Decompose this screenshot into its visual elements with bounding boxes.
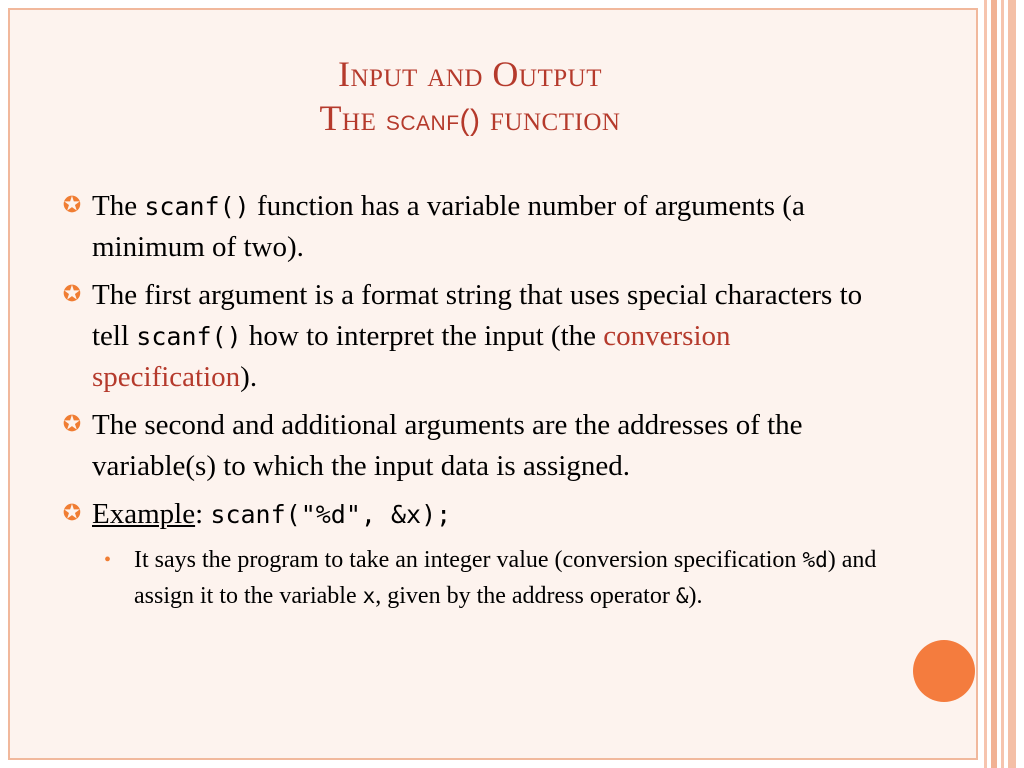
highlight-term: conversion specification <box>92 320 731 393</box>
bullet-marker-icon: ✪ <box>62 281 82 306</box>
title-line-1: Input and Output <box>338 54 602 94</box>
bullet-marker-icon: ✪ <box>62 192 82 217</box>
inline-code: x <box>362 584 376 608</box>
bullet-list <box>62 186 882 614</box>
slide-title <box>60 52 880 143</box>
inline-code: scanf() <box>144 192 250 221</box>
bullet-item: ✪ The scanf() function has a variable number of arguments (a minimum of two). <box>62 190 805 263</box>
inline-code: scanf() <box>136 322 242 351</box>
decor-circle <box>913 640 975 702</box>
bullet-item: ✪ The second and additional arguments are the addresses of the variable(s) to which the input data is assigned. <box>62 409 803 482</box>
decor-stripe <box>1008 0 1016 768</box>
bullet-item: ✪ The first argument is a format string that uses special characters to tell scanf() how to interpret the input (the conversion specification). <box>62 279 863 393</box>
bullet-item: ✪ Example: scanf("%d", &x); <box>62 498 452 530</box>
inline-code: & <box>675 584 689 608</box>
title-line-2: The scanf() function <box>319 98 621 138</box>
decor-stripe <box>984 0 987 768</box>
sub-bullet-item: • It says the program to take an integer value (conversion specification %d) and assign it to the variable x, given by the address operator &). <box>62 542 882 614</box>
example-label: Example <box>92 498 196 530</box>
title-code: scanf() <box>385 104 481 137</box>
decor-stripe <box>1001 0 1004 768</box>
sub-bullet-dot-icon: • <box>104 549 112 571</box>
bullet-marker-icon: ✪ <box>62 500 82 525</box>
inline-code: %d <box>802 548 828 572</box>
example-code: scanf("%d", &x); <box>210 500 452 529</box>
decor-stripe <box>991 0 997 768</box>
bullet-marker-icon: ✪ <box>62 411 82 436</box>
